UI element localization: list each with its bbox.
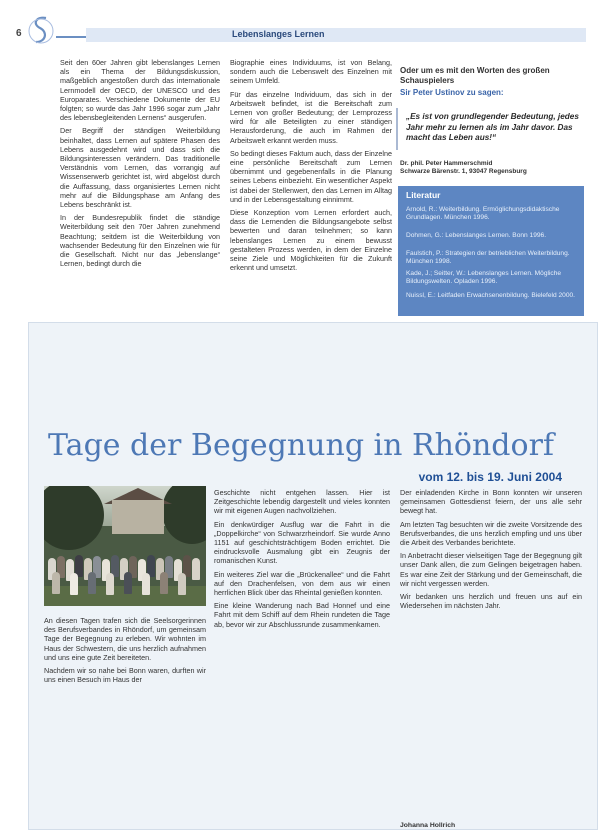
literature-entry: Dohmen, G.: Lebenslanges Lernen. Bonn 1996.: [406, 232, 547, 239]
quote-author: Sir Peter Ustinov zu sagen:: [400, 88, 504, 97]
paragraph: Der einladenden Kirche in Bonn konnten wir unseren gemeinsamen Gottesdienst feiern, der uns alle sehr bewegt hat.: [400, 488, 582, 516]
photo-tree: [44, 486, 104, 550]
person: [192, 558, 200, 580]
paragraph: Geschichte nicht entgehen lassen. Hier ist Zeitgeschichte lebendig dargestellt und vieles konnten wir mit eigenen Augen nachvollziehen.: [214, 488, 390, 516]
paragraph: In der Bundesrepublik findet die ständige Weiterbildung seit den 70er Jahren zunehmend Beachtung; seitdem ist die Weiterbildung von wachsender Bedeutung für den Einzelnen wie für die Gesellschaft. Nicht nur das „lebenslange“ Lernen, bedingt durch die: [60, 213, 220, 269]
literature-entry: Faulstich, P.: Strategien der betrieblichen Weiterbildung. München 1998.: [406, 250, 570, 265]
author-address: Schwarze Bärenstr. 1, 93047 Regensburg: [400, 168, 527, 175]
section-title: Lebenslanges Lernen: [232, 29, 325, 39]
paragraph: An diesen Tagen trafen sich die Seelsorgerinnen des Berufsverbandes in Rhöndorf, um gemeinsam Tage der Begegnung zu erleben. Wir wohnten im Haus der Schwestern, die uns herzlich aufnahmen und uns eine gute Zeit bereiteten.: [44, 616, 206, 662]
quote-box: [396, 108, 594, 150]
person: [70, 573, 78, 595]
literature-entry: Nuissl, E.: Leitfaden Erwachsenenbildung. Bielefeld 2000.: [406, 292, 575, 299]
article-column-2: [214, 488, 390, 633]
article-column-3: [400, 488, 582, 614]
article-column-2: [230, 58, 392, 276]
literature-entry: Kade, J.; Seitter, W.: Lebenslanges Lernen. Mögliche Bildungswelten. Opladen 1996.: [406, 270, 562, 285]
person: [178, 573, 186, 595]
header-bar: [86, 28, 586, 42]
page-number: 6: [16, 28, 22, 39]
paragraph: Biographie eines Individuums, ist von Belang, sondern auch die Lebenswelt des Einzelnen mit seinem Umfeld.: [230, 58, 392, 86]
article-subline: vom 12. bis 19. Juni 2004: [418, 470, 562, 484]
paragraph: Ein denkwürdiger Ausflug war die Fahrt in die „Doppelkirche“ von Schwarzrheindorf. Sie wurde Anno 1151 auf geschichtsträchtigem Boden errichtet. Die eindrucksvolle Ausmalung gibt ein Zeugnis der romanischen Kunst.: [214, 519, 390, 566]
person: [88, 572, 96, 594]
article-column-1: [44, 616, 206, 688]
group-photo: [44, 486, 206, 606]
photo-people: [44, 544, 206, 594]
person: [52, 572, 60, 594]
article-signature: Johanna Hollrich: [400, 822, 456, 829]
quote-intro: Oder um es mit den Worten des großen Schauspielers: [400, 66, 550, 85]
logo-icon: [28, 14, 54, 48]
paragraph: Diese Konzeption vom Lernen erfordert auch, dass die Lernenden die Bildungsangebote selbst bewerten und daran teilnehmen; so kann lebenslanges Lernen zu einem bewusst gestalteten Prozess werden, in dem der Einzelne seine Ziele und Möglichkeiten für die Zukunft erkennt und umsetzt.: [230, 208, 392, 273]
paragraph: Nachdem wir so nahe bei Bonn waren, durften wir uns einen Besuch im Haus der: [44, 666, 206, 685]
header-accent-line: [56, 36, 86, 38]
article-headline: Tage der Begegnung in Rhöndorf: [48, 428, 555, 463]
author-name: Dr. phil. Peter Hammerschmid: [400, 160, 493, 167]
paragraph: So bedingt dieses Faktum auch, dass der Einzelne eine persönliche Bereitschaft zum Lernen übernimmt und gegebenenfalls in die Planung seines Lebens einbezieht. Ein wesentlicher Aspekt ist dabei der Stellenwert, den das Lernen im Alltag und in der Lebensgestaltung einnimmt.: [230, 148, 392, 204]
paragraph: Am letzten Tag besuchten wir die zweite Vorsitzende des Berufsverbandes, die uns herzlich empfing und uns über die Arbeit des Verbandes berichtete.: [400, 519, 582, 548]
person: [160, 572, 168, 594]
person: [106, 573, 114, 595]
literature-title: Literatur: [406, 190, 441, 200]
quote-text: „Es ist von grundlegender Bedeutung, jedes Jahr mehr zu lernen als im Jahr davor. Das macht das Leben aus!“: [406, 112, 579, 142]
paragraph: In Anbetracht dieser vielseitigen Tage der Begegnung gilt unser Dank allen, die zum Gelingen beigetragen haben. Es war eine Zeit der Stärkung und der Gemeinschaft, die wir nicht vergessen werden.: [400, 551, 582, 588]
literature-box: [398, 186, 584, 316]
paragraph: Seit den 60er Jahren gibt lebenslanges Lernen als ein Thema der Bildungsdiskussion, maßgeblich angestoßen durch das internationale Lernmodell der OECD, der UNESCO und des Europarates. Verschiedene Dokumente der EU folgten; so wurde das Jahr 1996 sogar zum „Jahr des lebensbegleitenden Lernens“ ausgerufen.: [60, 58, 220, 123]
literature-entry: Arnold, R.: Weiterbildung. Ermöglichungsdidaktische Grundlagen. München 1996.: [406, 206, 560, 221]
person: [142, 573, 150, 595]
photo-house: [112, 500, 164, 534]
paragraph: Der Begriff der ständigen Weiterbildung beinhaltet, dass Lernen auf spätere Phasen des Lebens ausgedehnt wird und dass sich die Bildungsinteressen verändern. Das traditionelle Verständnis vom Lernen, das vorrangig auf Wissenserwerb gerichtet ist, wird abgelöst durch die Auffassung, dass organisiertes Lernen nicht mehr auf die Bildungsphase am Anfang des Lebens beschränkt ist.: [60, 126, 220, 210]
article-column-1: [60, 58, 220, 272]
paragraph: Für das einzelne Individuum, das sich in der Arbeitswelt befindet, ist die Bereitschaft zum Lernen von großer Bedeutung; der Lernprozess wird für alle Beteiligten zu einer ständigen Herausforderung, die auch im Rahmen der Arbeitswelt erkannt werden muss.: [230, 89, 392, 145]
paragraph: Wir bedanken uns herzlich und freuen uns auf ein Wiedersehen im nächsten Jahr.: [400, 592, 582, 611]
paragraph: Ein weiteres Ziel war die „Brückenallee“ und die Fahrt auf den Drachenfelsen, von dem aus wir einen herrlichen Blick über das Rheintal genießen konnten.: [214, 569, 390, 598]
paragraph: Eine kleine Wanderung nach Bad Honnef und eine Fahrt mit dem Schiff auf dem Rhein rundeten die Tage ab, bevor wir zur Abschlussrunde zusammenkamen.: [214, 601, 390, 629]
person: [124, 572, 132, 594]
